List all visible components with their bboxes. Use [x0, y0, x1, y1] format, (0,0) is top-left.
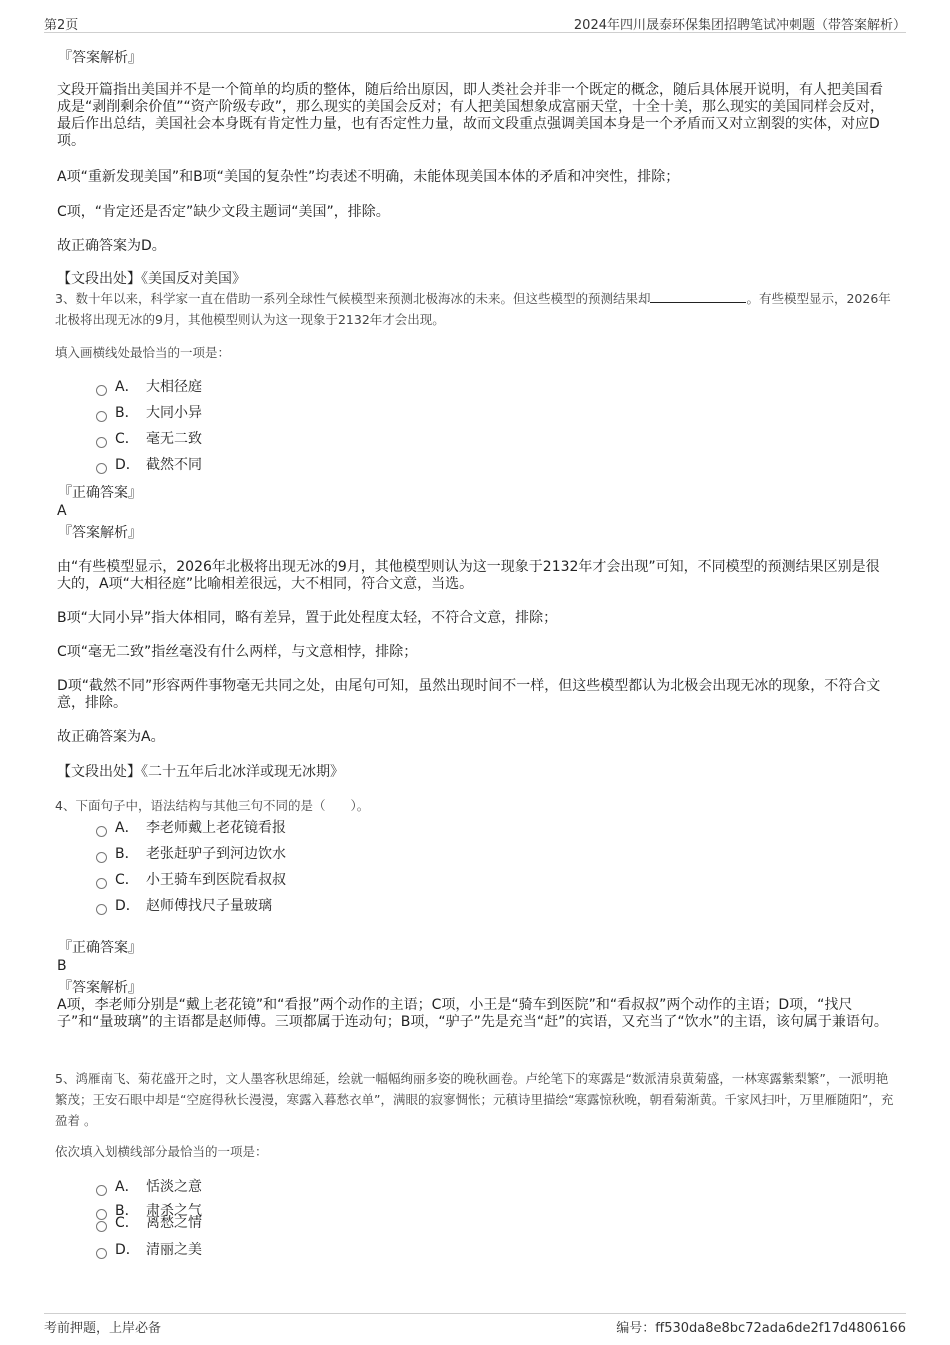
radio-icon[interactable] — [96, 437, 107, 448]
radio-icon[interactable] — [96, 411, 107, 422]
q2-analysis-p4: 故正确答案为D。 — [57, 238, 166, 254]
q5-option-a[interactable] — [96, 1177, 202, 1197]
option-text: 大相径庭 — [146, 379, 202, 395]
q2-analysis-p1: 文段开篇指出美国并不是一个简单的均质的整体，随后给出原因，即人类社会并非一个既定的概念，随后具体展开说明，有人把美国看成是“剥削剩余价值”“资产阶级专政”，那么现实的美国会反对；有人把美国想象成富丽天堂，十全十美，那么现实的美国同样会反对，最后作出总结，美国社会本身既有肯定性力量，也有否定性力量，故而文段重点强调美国本身是一个矛盾而又对立割裂的实体，对应D项。 — [57, 82, 885, 149]
q3-source: 【文段出处】《二十五年后北冰洋或现无冰期》 — [57, 764, 344, 780]
option-text: 大同小异 — [146, 405, 202, 421]
q4-correct-label: 『正确答案』 — [58, 940, 142, 956]
q5-stem: 5、鸿雁南飞、菊花盛开之时，文人墨客秋思绵延，绘就一幅幅绚丽多姿的晚秋画卷。卢纶笔下的寒露是“数派清泉黄菊盛，一林寒露紫梨繁”，一派明艳繁茂；王安石眼中却是“空庭得秋长漫漫，寒露入暮愁衣单”，满眼的寂寥惆怅；元稹诗里描绘“寒露惊秋晚，朝看菊渐黄。千家风扫叶，万里雁随阳”，充盈着 。 — [55, 1071, 894, 1128]
q5-prompt: 依次填入划横线部分最恰当的一项是： — [55, 1144, 268, 1159]
option-letter: B． — [115, 405, 139, 421]
option-text: 截然不同 — [146, 457, 202, 473]
q3-correct-answer: A — [57, 503, 67, 519]
q4-analysis-p1: A项，李老师分别是“戴上老花镜”和“看报”两个动作的主语；C项，小王是“骑车到医院”和“看叔叔”两个动作的主语；D项，“找尺子”和“量玻璃”的主语都是赵师傅。三项都属于连动句；B项，“驴子”先是充当“赶”的宾语，又充当了“饮水”的主语，该句属于兼语句。 — [57, 997, 888, 1030]
page-footer — [44, 1313, 906, 1336]
radio-icon[interactable] — [96, 385, 107, 396]
q2-source: 【文段出处】《美国反对美国》 — [57, 271, 246, 287]
option-text: 毫无二致 — [146, 431, 202, 447]
page-number: 第2页 — [44, 18, 79, 33]
option-letter: B． — [115, 846, 139, 862]
radio-icon[interactable] — [96, 1221, 107, 1232]
radio-icon[interactable] — [96, 1248, 107, 1259]
q3-analysis-p3: C项“毫无二致”指丝毫没有什么两样，与文意相悖，排除； — [57, 644, 418, 660]
radio-icon[interactable] — [96, 878, 107, 889]
q2-analysis-p2: A项“重新发现美国”和B项“美国的复杂性”均表述不明确，未能体现美国本体的矛盾和冲突性，排除； — [57, 169, 680, 185]
option-text: 李老师戴上老花镜看报 — [146, 820, 286, 836]
q4-stem: 4、下面句子中，语法结构与其他三句不同的是（ ）。 — [55, 798, 370, 813]
document-title: 2024年四川晟泰环保集团招聘笔试冲刺题（带答案解析） — [573, 18, 906, 33]
radio-icon[interactable] — [96, 826, 107, 837]
q4-correct-answer: B — [57, 958, 67, 974]
option-letter: C． — [115, 431, 139, 447]
option-letter: D． — [115, 1242, 140, 1258]
q3-analysis-p4: D项“截然不同”形容两件事物毫无共同之处，由尾句可知，虽然出现时间不一样，但这些模型都认为北极会出现无冰的现象，不符合文意，排除。 — [57, 678, 881, 711]
q3-option-b[interactable] — [96, 403, 202, 423]
radio-icon[interactable] — [96, 904, 107, 915]
option-text: 恬淡之意 — [146, 1179, 202, 1195]
q3-stem-part2: 。有些模型显示，2026年北极将出现无冰的9月，其他模型则认为这一现象于2132年才会出现。 — [55, 291, 891, 327]
q4-option-d[interactable] — [96, 896, 272, 916]
option-letter: A． — [115, 1179, 139, 1195]
q3-analysis-label: 『答案解析』 — [58, 525, 142, 541]
q3-analysis-p5: 故正确答案为A。 — [57, 729, 165, 745]
option-text: 小王骑车到医院看叔叔 — [146, 872, 286, 888]
option-letter: A． — [115, 820, 139, 836]
option-letter: D． — [115, 457, 140, 473]
radio-icon[interactable] — [96, 463, 107, 474]
option-text: 清丽之美 — [146, 1242, 202, 1258]
option-letter: C． — [115, 1215, 139, 1231]
q3-analysis-p1: 由“有些模型显示，2026年北极将出现无冰的9月，其他模型则认为这一现象于2132年才会出现”可知，不同模型的预测结果区别是很大的，A项“大相径庭”比喻相差很远，大不相同，符合文意，当选。 — [57, 559, 880, 592]
radio-icon[interactable] — [96, 852, 107, 863]
q2-analysis-label: 『答案解析』 — [58, 50, 142, 66]
q3-correct-label: 『正确答案』 — [58, 485, 142, 501]
option-text: 肃杀之气 — [146, 1203, 202, 1219]
q3-option-c[interactable] — [96, 429, 202, 449]
q4-option-b[interactable] — [96, 844, 286, 864]
q3-stem-part1: 3、数十年以来，科学家一直在借助一系列全球性气候模型来预测北极海冰的未来。但这些模型的预测结果却 — [55, 291, 651, 306]
radio-icon[interactable] — [96, 1185, 107, 1196]
q2-analysis-p3: C项，“肯定还是否定”缺少文段主题词“美国”，排除。 — [57, 204, 390, 220]
option-letter: A． — [115, 379, 139, 395]
page-header — [44, 14, 906, 33]
q3-option-a[interactable] — [96, 377, 202, 397]
q5-option-d[interactable] — [96, 1240, 202, 1260]
option-letter: C． — [115, 872, 139, 888]
document-code: 编号：ff530da8e8bc72ada6de2f17d4806166 — [616, 1321, 906, 1336]
q5-option-c[interactable] — [96, 1213, 202, 1233]
option-letter: D． — [115, 898, 140, 914]
option-text: 老张赶驴子到河边饮水 — [146, 846, 286, 862]
q3-stem — [55, 288, 895, 330]
q4-analysis-label: 『答案解析』 — [58, 980, 142, 996]
q4-option-a[interactable] — [96, 818, 286, 838]
q3-analysis-p2: B项“大同小异”指大体相同，略有差异，置于此处程度太轻，不符合文意，排除； — [57, 610, 558, 626]
q3-blank — [650, 290, 746, 303]
q4-option-c[interactable] — [96, 870, 286, 890]
q3-option-d[interactable] — [96, 455, 202, 475]
footer-slogan: 考前押题，上岸必备 — [44, 1321, 162, 1336]
option-text: 离愁之情 — [146, 1215, 202, 1231]
q3-prompt: 填入画横线处最恰当的一项是： — [55, 345, 231, 360]
option-letter: B． — [115, 1203, 139, 1219]
option-text: 赵师傅找尺子量玻璃 — [146, 898, 272, 914]
